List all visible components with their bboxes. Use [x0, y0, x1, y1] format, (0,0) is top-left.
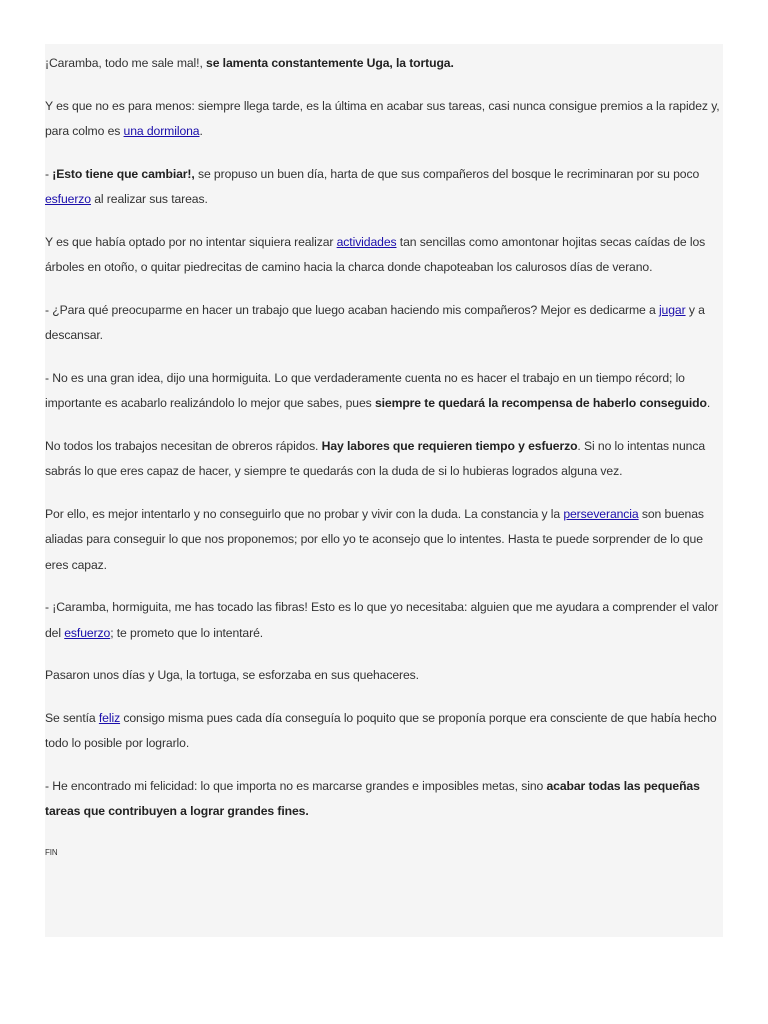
- link-perseverancia[interactable]: perseverancia: [563, 506, 639, 521]
- text-span: se propuso un buen día, harta de que sus compañeros del bosque le recriminaran por su poco: [194, 166, 700, 181]
- text-span: .: [199, 124, 203, 138]
- text-span: - ¿Para qué preocuparme en hacer un trabajo que luego acaban haciendo mis compañeros? Mejor es dedicarme a: [45, 302, 659, 317]
- link-feliz[interactable]: feliz: [98, 710, 121, 725]
- paragraph-1: [45, 51, 723, 77]
- bold-text: ¡Esto tiene que cambiar!,: [52, 166, 195, 181]
- text-span: - He encontrado mi felicidad: lo que importa no es marcarse grandes e imposibles metas, sino: [45, 778, 547, 793]
- text-span: . Si no lo intentas nunca sabrás lo que eres capaz de hacer, y siempre te quedarás con la duda de si lo hubieras logrados alguna vez.: [45, 438, 706, 478]
- text-span: son buenas aliadas para conseguir lo que nos proponemos; por ello yo te aconsejo que lo intentes. Hasta te puede sorprender de lo que eres capaz.: [45, 506, 704, 572]
- text-span: y a descansar.: [45, 302, 705, 342]
- paragraph-4: [45, 230, 723, 281]
- text-span: Y es que no es para menos: siempre llega tarde, es la última en acabar sus tareas, casi nunca consigue premios a la rapidez y, para colmo es: [45, 98, 720, 138]
- paragraph-9: [45, 595, 723, 646]
- text-span: al realizar sus tareas.: [90, 192, 208, 206]
- link-jugar[interactable]: jugar: [658, 302, 686, 317]
- bold-text: Hay labores que requieren tiempo y esfuerzo: [321, 438, 578, 453]
- paragraph-3: [45, 162, 723, 213]
- bold-text: acabar todas las pequeñas tareas que contribuyen a lograr grandes fines.: [45, 778, 700, 818]
- text-span: .: [706, 396, 711, 410]
- paragraph-8: [45, 502, 723, 579]
- link-actividades[interactable]: actividades: [336, 234, 397, 249]
- text-span: Y es que había optado por no intentar siquiera realizar: [45, 234, 337, 249]
- text-span: No todos los trabajos necesitan de obreros rápidos.: [45, 438, 322, 453]
- paragraph-10: [45, 663, 723, 689]
- text-span: - No es una gran idea, dijo una hormiguita. Lo que verdaderamente cuenta no es hacer el trabajo en un tiempo récord; lo importante es acabarlo realizándolo lo mejor que sabes, pues: [45, 370, 685, 410]
- text-span: -: [45, 166, 53, 181]
- text-span: Se sentía: [45, 710, 99, 725]
- link-esfuerzo[interactable]: esfuerzo: [64, 625, 111, 640]
- text-span: ¡Caramba, todo me sale mal!,: [45, 56, 207, 70]
- text-span: ; te prometo que lo intentaré.: [110, 625, 264, 640]
- paragraph-12: [45, 774, 723, 825]
- paragraph-11: [45, 706, 723, 757]
- paragraph-2: [45, 94, 723, 145]
- paragraph-5: [45, 298, 723, 349]
- text-span: - ¡Caramba, hormiguita, me has tocado las fibras! Esto es lo que yo necesitaba: alguien que me ayudara a comprender el valor del: [45, 600, 719, 640]
- paragraph-6: [45, 366, 723, 417]
- paragraph-7: [45, 434, 723, 485]
- text-span: Por ello, es mejor intentarlo y no conseguirlo que no probar y vivir con la duda. La constancia y la: [45, 506, 564, 521]
- text-span: tan sencillas como amontonar hojitas secas caídas de los árboles en otoño, o quitar piedrecitas de camino hacia la charca donde chapoteaban los calurosos días de verano.: [45, 234, 706, 274]
- text-span: Pasaron unos días y Uga, la tortuga, se esforzaba en sus quehaceres.: [45, 668, 419, 682]
- bold-text: se lamenta constantemente Uga, la tortuga.: [206, 56, 454, 70]
- text-span: consigo misma pues cada día conseguía lo poquito que se proponía porque era consciente de que había hecho todo lo posible por lograrlo.: [45, 710, 717, 750]
- story-text: [45, 44, 723, 876]
- bold-text: siempre te quedará la recompensa de haberlo conseguido: [374, 396, 707, 410]
- link-una-dormilona[interactable]: una dormilona: [123, 124, 200, 138]
- link-esfuerzo[interactable]: esfuerzo: [45, 192, 91, 206]
- end-label: FIN: [45, 847, 58, 857]
